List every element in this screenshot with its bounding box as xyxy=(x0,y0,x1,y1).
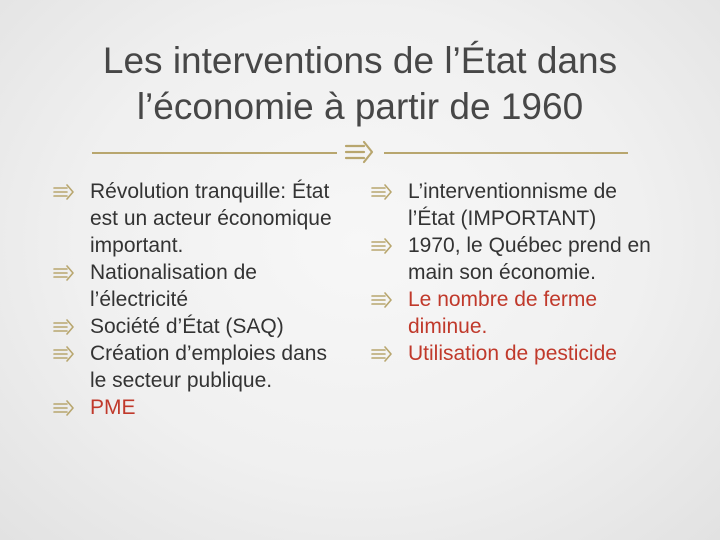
bullet-arrow-icon xyxy=(52,346,84,362)
left-bullet-list xyxy=(50,178,340,421)
list-item xyxy=(50,394,340,421)
list-item xyxy=(368,286,668,340)
list-item xyxy=(50,340,340,394)
list-item xyxy=(50,178,340,259)
list-item-text: Le nombre de ferme diminue. xyxy=(408,288,598,338)
bullet-arrow-icon xyxy=(370,292,402,308)
bullet-arrow-icon xyxy=(370,346,402,362)
bullet-arrow-icon xyxy=(52,319,84,335)
bullet-arrow-icon xyxy=(52,184,84,200)
right-bullet-list xyxy=(368,178,668,367)
list-item xyxy=(368,178,668,232)
divider-ornament-icon xyxy=(344,138,376,166)
list-item-text: Utilisation de pesticide xyxy=(408,342,617,365)
bullet-arrow-icon xyxy=(370,184,402,200)
title-divider-left xyxy=(92,152,337,154)
slide-title-line-2: l’économie à partir de 1960 xyxy=(136,86,584,127)
list-item-text: Révolution tranquille: État est un acteur économique important. xyxy=(90,180,332,257)
title-divider-right xyxy=(384,152,628,154)
list-item-text: PME xyxy=(90,396,136,419)
bullet-arrow-icon xyxy=(52,265,84,281)
bullet-arrow-icon xyxy=(370,238,402,254)
list-item xyxy=(368,232,668,286)
list-item-text: L’interventionnisme de l’État (IMPORTANT) xyxy=(408,180,617,230)
list-item-text: 1970, le Québec prend en main son économie. xyxy=(408,234,651,284)
list-item-text: Société d’État (SAQ) xyxy=(90,315,284,338)
slide-title xyxy=(40,38,680,130)
bullet-arrow-icon xyxy=(52,400,84,416)
list-item-text: Nationalisation de l’électricité xyxy=(90,261,257,311)
list-item xyxy=(50,259,340,313)
slide-title-line-1: Les interventions de l’État dans xyxy=(102,40,618,81)
list-item xyxy=(50,313,340,340)
list-item-text: Création d’emploies dans le secteur publique. xyxy=(90,342,327,392)
list-item xyxy=(368,340,668,367)
